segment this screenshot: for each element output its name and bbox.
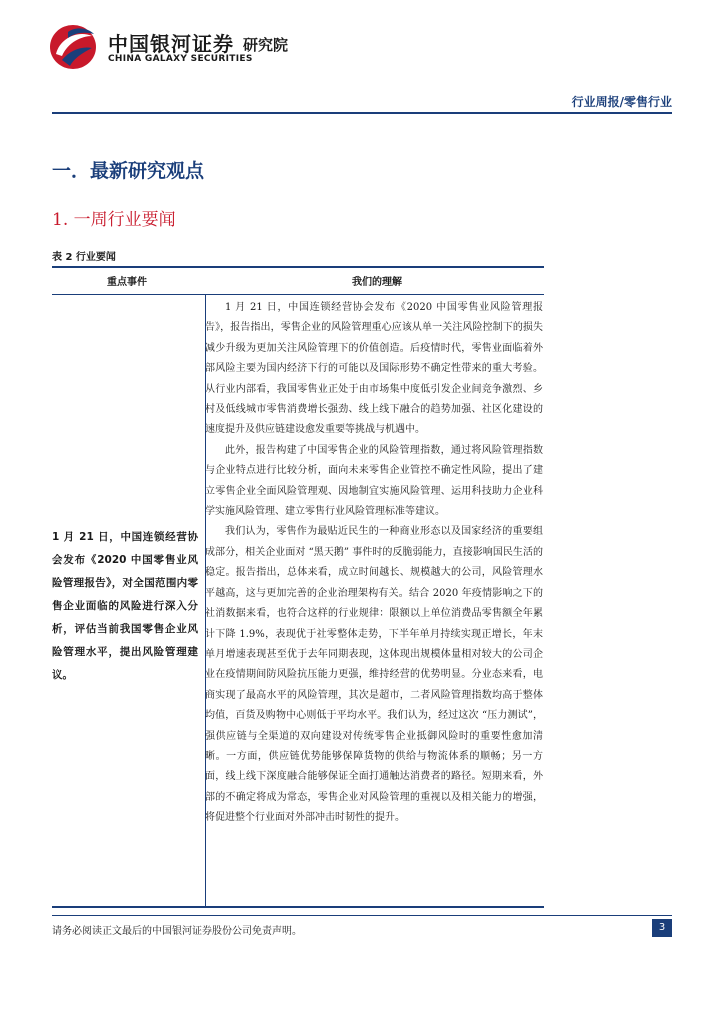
analysis-cell <box>205 298 543 829</box>
column-header-view: 我们的理解 <box>352 277 402 288</box>
table-title: 表 2 行业要闻 <box>52 252 116 263</box>
analysis-paragraph: 1 月 21 日，中国连锁经营协会发布《2020 中国零售业风险管理报告》，报告指出，零售企业的风险管理重心应该从单一关注风险控制下的损失减少升级为更加关注风险管理下的价值创造。后疫情时代，零售业面临着外部风险主要为国内经济下行的可能以及国际形势不确定性带来的重大考验。从行业内部看，我国零售业正处于由市场集中度低引发企业间竞争激烈、乡村及低线城市零售消费增长强劲、线上线下融合的趋势加强、社区化建设的速度提升及供应链建设愈发重要等挑战与机遇中。 <box>205 302 543 436</box>
page-number: 3 <box>652 919 672 937</box>
section-heading: 一．最新研究观点 <box>52 160 205 182</box>
column-header-event: 重点事件 <box>107 277 147 288</box>
logo-english-name: CHINA GALAXY SECURITIES <box>108 54 253 64</box>
analysis-paragraph: 我们认为，零售作为最贴近民生的一种商业形态以及国家经济的重要组成部分，相关企业面对 “黑天鹅” 事件时的反脆弱能力，直接影响国民生活的稳定。报告指出，总体来看，成立时间越长、规模越大的公司，风险管理水平越高，这与更加完善的企业治理架构有关。结合 2020 年疫情影响之下的社消数据来看，也符合这样的行业规律：限额以上单位消费品零售额全年累计下降 1.9%，表现优于社零整体走势，下半年单月持续实现正增长，年末单月增速表现甚至优于去年同期表现，这体现出规模体量相对较大的公司企业在疫情期间防风险抗压能力更强，维持经营的优势明显。分业态来看，电商实现了最高水平的风险管理，其次是超市，二者风险管理指数均高于整体均值，百货及购物中心则低于平均水平。我们认为，经过这次 “压力测试”，强供应链与全渠道的双向建设对传统零售企业抵御风险时的重要性愈加清晰。一方面，供应链优势能够保障货物的供给与物流体系的顺畅；另一方面，线上线下深度融合能够保证全面打通触达消费者的路径。短期来看，外部的不确定将成为常态，零售企业对风险管理的重视以及相关能力的增强，将促进整个行业面对外部冲击时韧性的提升。 <box>205 526 543 824</box>
company-logo <box>40 16 310 76</box>
logo-chinese-name: 中国银河证券 <box>108 32 234 56</box>
key-event-cell: 1 月 21 日，中国连锁经营协会发布《2020 中国零售业风险管理报告》，对全国范围内零售企业面临的风险进行深入分析，评估当前我国零售企业风险管理水平，提出风险管理建议。 <box>52 531 198 681</box>
logo-institute: 研究院 <box>243 36 289 54</box>
analysis-paragraph: 此外，报告构建了中国零售企业的风险管理指数，通过将风险管理指数与企业特点进行比较分析，面向未来零售企业管控不确定性风险，提出了建立零售企业全面风险管理观、因地制宜实施风险管理、运用科技助力企业科学实施风险管理、建立零售行业风险管理标准等建议。 <box>205 444 543 518</box>
table-bottom-rule <box>52 906 544 908</box>
report-category: 行业周报/零售行业 <box>571 95 672 109</box>
subsection-heading: 1. 一周行业要闻 <box>52 210 176 230</box>
galaxy-logo-icon <box>48 20 98 72</box>
footer-disclaimer: 请务必阅读正文最后的中国银河证券股份公司免责声明。 <box>52 926 302 937</box>
table-top-rule <box>52 266 544 268</box>
footer-divider <box>52 915 672 916</box>
table-header-rule <box>52 294 544 295</box>
header-divider <box>52 112 672 114</box>
